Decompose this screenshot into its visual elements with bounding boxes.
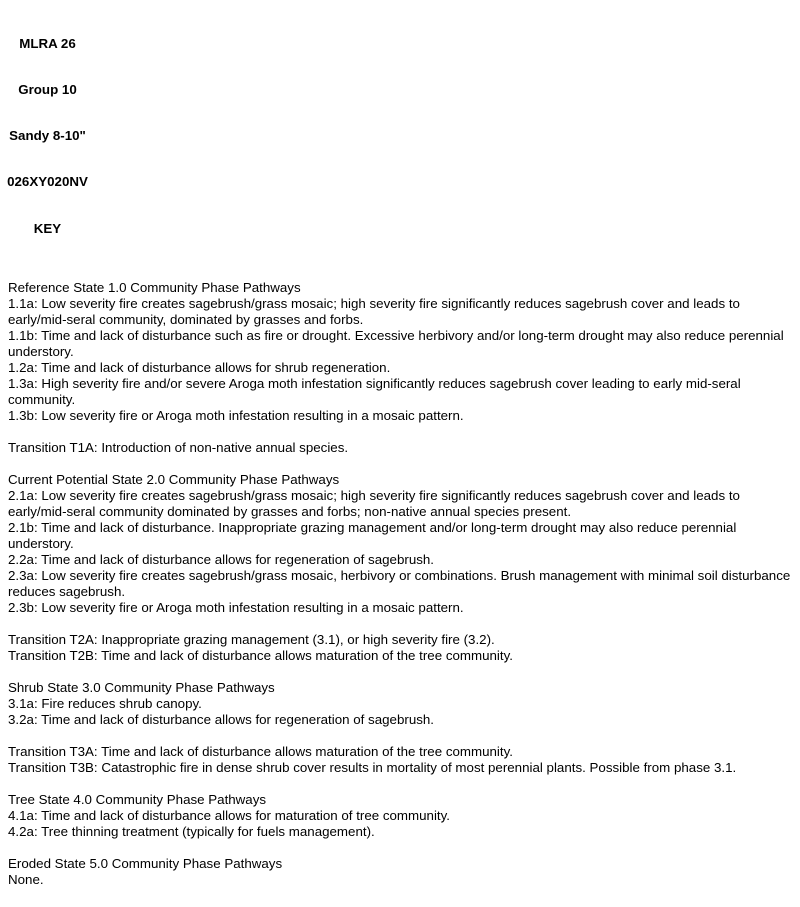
section-heading: Eroded State 5.0 Community Phase Pathways bbox=[8, 855, 283, 871]
pathway-item: 2.3a: Low severity fire creates sagebrush/grass mosaic, herbivory or combinations. Brush management with minimal soil disturbance reduces sagebrush. bbox=[8, 567, 791, 599]
section-heading: Current Potential State 2.0 Community Phase Pathways bbox=[8, 471, 340, 487]
document-header bbox=[0, 0, 95, 267]
header-line-key: KEY bbox=[33, 220, 62, 236]
pathway-item: None. bbox=[8, 871, 44, 887]
transition-item: Transition T2B: Time and lack of disturbance allows maturation of the tree community. bbox=[8, 647, 513, 663]
section-reference-state bbox=[8, 280, 796, 424]
pathway-item: 1.3a: High severity fire and/or severe Aroga moth infestation significantly reduces sagebrush cover leading to early mid-seral community. bbox=[8, 375, 741, 407]
transitions-t2 bbox=[8, 632, 796, 664]
pathway-item: 4.1a: Time and lack of disturbance allows for maturation of tree community. bbox=[8, 807, 451, 823]
header-line-site: Sandy 8-10" bbox=[9, 128, 86, 144]
transition-item: Transition T3A: Time and lack of disturbance allows maturation of the tree community. bbox=[8, 743, 513, 759]
section-tree-state bbox=[8, 792, 796, 840]
transition-item: Transition T3B: Catastrophic fire in dense shrub cover results in mortality of most perennial plants. Possible from phase 3.1. bbox=[8, 759, 737, 775]
section-heading: Reference State 1.0 Community Phase Pathways bbox=[8, 279, 301, 295]
section-eroded-state bbox=[8, 856, 796, 888]
transitions-t3 bbox=[8, 744, 796, 776]
pathway-item: 2.3b: Low severity fire or Aroga moth infestation resulting in a mosaic pattern. bbox=[8, 599, 464, 615]
document-body bbox=[0, 280, 800, 888]
pathway-item: 2.2a: Time and lack of disturbance allows for regeneration of sagebrush. bbox=[8, 551, 435, 567]
section-current-potential-state bbox=[8, 472, 796, 616]
header-line-mlra: MLRA 26 bbox=[19, 35, 76, 51]
pathway-item: 2.1b: Time and lack of disturbance. Inappropriate grazing management and/or long-term drought may also reduce perennial understory. bbox=[8, 519, 737, 551]
pathway-item: 2.1a: Low severity fire creates sagebrush/grass mosaic; high severity fire significantly reduces sagebrush cover and leads to early/mid-seral community dominated by grasses and forbs; non-native annual species present. bbox=[8, 487, 740, 519]
pathway-item: 1.1a: Low severity fire creates sagebrush/grass mosaic; high severity fire significantly reduces sagebrush cover and leads to early/mid-seral community, dominated by grasses and forbs. bbox=[8, 295, 740, 327]
pathway-item: 4.2a: Tree thinning treatment (typically for fuels management). bbox=[8, 823, 375, 839]
header-line-site-id: 026XY020NV bbox=[7, 174, 88, 190]
transitions-t1 bbox=[8, 440, 796, 456]
section-shrub-state bbox=[8, 680, 796, 728]
pathway-item: 1.2a: Time and lack of disturbance allows for shrub regeneration. bbox=[8, 359, 391, 375]
section-heading: Shrub State 3.0 Community Phase Pathways bbox=[8, 679, 275, 695]
header-line-group: Group 10 bbox=[18, 82, 77, 98]
pathway-item: 3.1a: Fire reduces shrub canopy. bbox=[8, 695, 202, 711]
pathway-item: 1.3b: Low severity fire or Aroga moth infestation resulting in a mosaic pattern. bbox=[8, 407, 464, 423]
pathway-item: 1.1b: Time and lack of disturbance such as fire or drought. Excessive herbivory and/or long-term drought may also reduce perennial understory. bbox=[8, 327, 784, 359]
transition-item: Transition T2A: Inappropriate grazing management (3.1), or high severity fire (3.2). bbox=[8, 631, 495, 647]
transition-item: Transition T1A: Introduction of non-native annual species. bbox=[8, 439, 349, 455]
pathway-item: 3.2a: Time and lack of disturbance allows for regeneration of sagebrush. bbox=[8, 711, 435, 727]
section-heading: Tree State 4.0 Community Phase Pathways bbox=[8, 791, 267, 807]
